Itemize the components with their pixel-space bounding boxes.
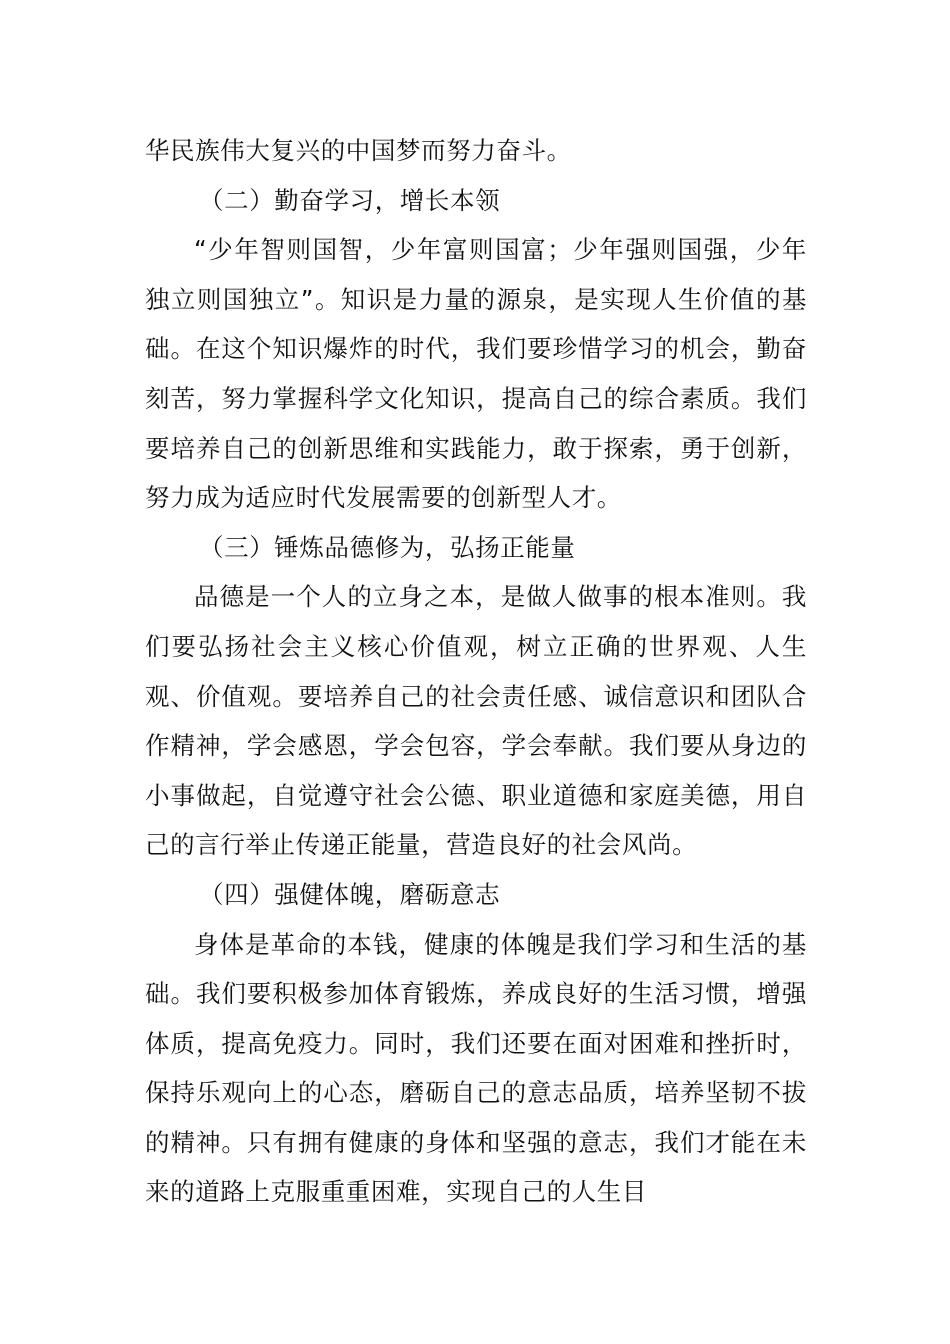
section-heading-4: （四）强健体魄，磨砺意志 (199, 879, 501, 909)
paragraph-health: 身体是革命的本钱，健康的体魄是我们学习和生活的基础。我们要积极参加体育锻炼，养成良好的生活习惯，增强体质，提高免疫力。同时，我们还要在面对困难和挫折时，保持乐观向上的心态，磨砺自己的意志品质，培养坚韧不拔的精神。只有拥有健康的身体和坚强的意志，我们才能在未来的道路上克服重重困难，实现自己的人生目 (145, 929, 807, 1207)
paragraph-study: “少年智则国智，少年富则国富；少年强则国强，少年独立则国独立”。知识是力量的源泉，是实现人生价值的基础。在这个知识爆炸的时代，我们要珍惜学习的机会，勤奋刻苦，努力掌握科学文化知识，提高自己的综合素质。我们要培养自己的创新思维和实践能力，敢于探索，勇于创新，努力成为适应时代发展需要的创新型人才。 (145, 235, 807, 513)
section-heading-3: （三）锤炼品德修为，弘扬正能量 (199, 532, 576, 562)
paragraph-continuation: 华民族伟大复兴的中国梦而努力奋斗。 (145, 136, 572, 165)
document-body (145, 126, 807, 1217)
paragraph-morality: 品德是一个人的立身之本，是做人做事的根本准则。我们要弘扬社会主义核心价值观，树立正确的世界观、人生观、价值观。要培养自己的社会责任感、诚信意识和团队合作精神，学会感恩，学会包容，学会奉献。我们要从身边的小事做起，自觉遵守社会公德、职业道德和家庭美德，用自己的言行举止传递正能量，营造良好的社会风尚。 (145, 582, 807, 860)
section-heading-2: （二）勤奋学习，增长本领 (199, 185, 501, 215)
